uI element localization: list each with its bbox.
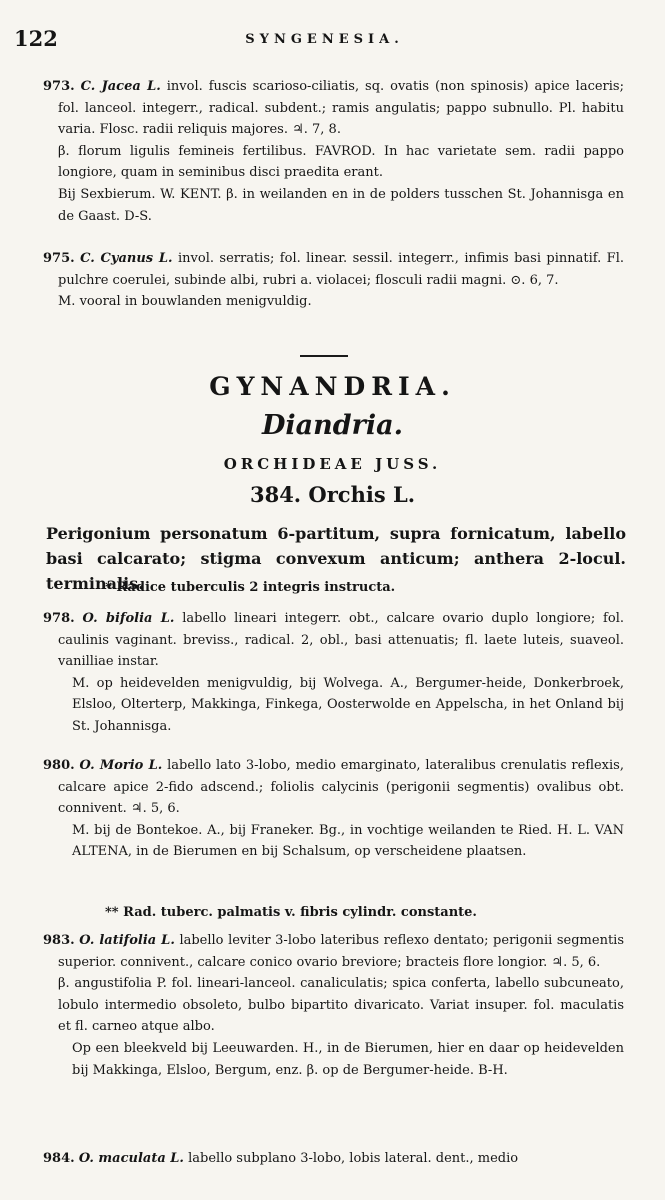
- species-description: labello lineari integerr. obt., calcare ovario duplo longiore; fol. caulinis vaginant. breviss., radical. 2, obl., basi attenuatis; fl. laete luteis, suaveol. vanilliae instar.: [58, 611, 624, 670]
- section-heading-2: ** Rad. tuberc. palmatis v. fibris cylindr. constante.: [105, 905, 477, 920]
- species-name: O. latifolia L.: [79, 933, 175, 948]
- genus-heading: 384. Orchis L.: [249, 482, 416, 507]
- locality-text: M. vooral in bouwlanden menigvuldig.: [58, 294, 312, 310]
- species-entry-980: [43, 755, 624, 863]
- variety-description: β. angustifolia P. fol. lineari-lanceol. canaliculatis; spica conferta, labello subcuneato, lobulo intermedio obsoleto, bulbo bipartito divaricato. Variat insuper. fol. maculatis et fl. carneo atque albo.: [58, 976, 624, 1035]
- locality-text: M. bij de Bontekoe. A., bij Franeker. Bg., in vochtige weilanden te Ried. H. L. VAN ALTENA, in de Bierumen en bij Schalsum, op verscheidene plaatsen.: [72, 822, 624, 860]
- entry-number: 983.: [43, 933, 75, 948]
- species-description: invol. fuscis scarioso-ciliatis, sq. ovatis (non spinosis) apice laceris; fol. lanceol. integerr., radical. subdent.; ramis angulatis; pappo subnullo. Pl. habitu varia. Flosc. radii reliquis majores. ♃. 7, 8.: [58, 79, 624, 138]
- genus-diagnosis: Perigonium personatum 6-partitum, supra fornicatum, labello basi calcarato; stigma convexum anticum; anthera 2-locul. terminalis.: [46, 524, 626, 593]
- species-description: invol. serratis; fol. linear. sessil. integerr., infimis basi pinnatif. Fl. pulchre coerulei, subinde albi, rubri a. violacei; flosculi radii magni. ⊙. 6, 7.: [58, 251, 624, 288]
- species-name: O. maculata L.: [78, 1151, 184, 1166]
- species-entry-984: [43, 1148, 624, 1170]
- entry-number: 978.: [43, 611, 75, 626]
- species-name: O. Morio L.: [79, 758, 163, 773]
- page-header: [14, 26, 635, 56]
- locality-text: Op een bleekveld bij Leeuwarden. H., in de Bierumen, hier en daar op heidevelden bij Makkinga, Elsloo, Bergum, enz. β. op de Bergumer-heide. B-H.: [72, 1040, 624, 1078]
- variety-description: β. florum ligulis femineis fertilibus. FAVROD. In hac varietate sem. radii pappo longiore, quam in seminibus disci praedita erant.: [58, 143, 624, 181]
- species-entry-975: [43, 248, 624, 313]
- entry-number: 973.: [43, 79, 75, 94]
- species-description: labello leviter 3-lobo lateribus reflexo dentato; perigonii segmentis superior. connivent., calcare conico ovario breviore; bracteis flore longior. ♃. 5, 6.: [58, 933, 624, 970]
- order-heading: Diandria.: [261, 410, 404, 441]
- locality-text: M. op heidevelden menigvuldig, bij Wolvega. A., Bergumer-heide, Donkerbroek, Elsloo, Olterterp, Makkinga, Finkega, Oosterwolde en Appelscha, in het Onland bij St. Johannisga.: [72, 675, 624, 734]
- entry-number: 975.: [43, 251, 75, 266]
- section-divider: [300, 355, 348, 357]
- entry-number: 980.: [43, 758, 75, 773]
- species-name: O. bifolia L.: [82, 611, 175, 626]
- locality-text: Bij Sexbierum. W. KENT. β. in weilanden en in de polders tusschen St. Johannisga en de Gaast. D-S.: [58, 186, 624, 224]
- entry-number: 984.: [43, 1151, 75, 1166]
- class-heading: GYNANDRIA.: [209, 372, 456, 401]
- species-entry-983: [43, 930, 624, 1081]
- section-heading-1: * Radice tuberculis 2 integris instructa.: [105, 580, 396, 595]
- species-name: C. Cyanus L.: [80, 251, 173, 266]
- page-number: 122: [14, 26, 58, 51]
- species-description: labello subplano 3-lobo, lobis lateral. dent., medio: [188, 1151, 519, 1166]
- species-entry-978: [43, 608, 624, 738]
- running-title: SYNGENESIA.: [245, 32, 404, 47]
- species-description: labello lato 3-lobo, medio emarginato, lateralibus crenulatis reflexis, calcare apice 2-fido adscend.; foliolis calycinis (perigonii segmentis) ovalibus obt. connivent. ♃. 5, 6.: [58, 758, 624, 817]
- species-entry-973: [43, 76, 624, 227]
- family-heading: ORCHIDEAE JUSS.: [223, 455, 442, 473]
- species-name: C. Jacea L.: [80, 79, 161, 94]
